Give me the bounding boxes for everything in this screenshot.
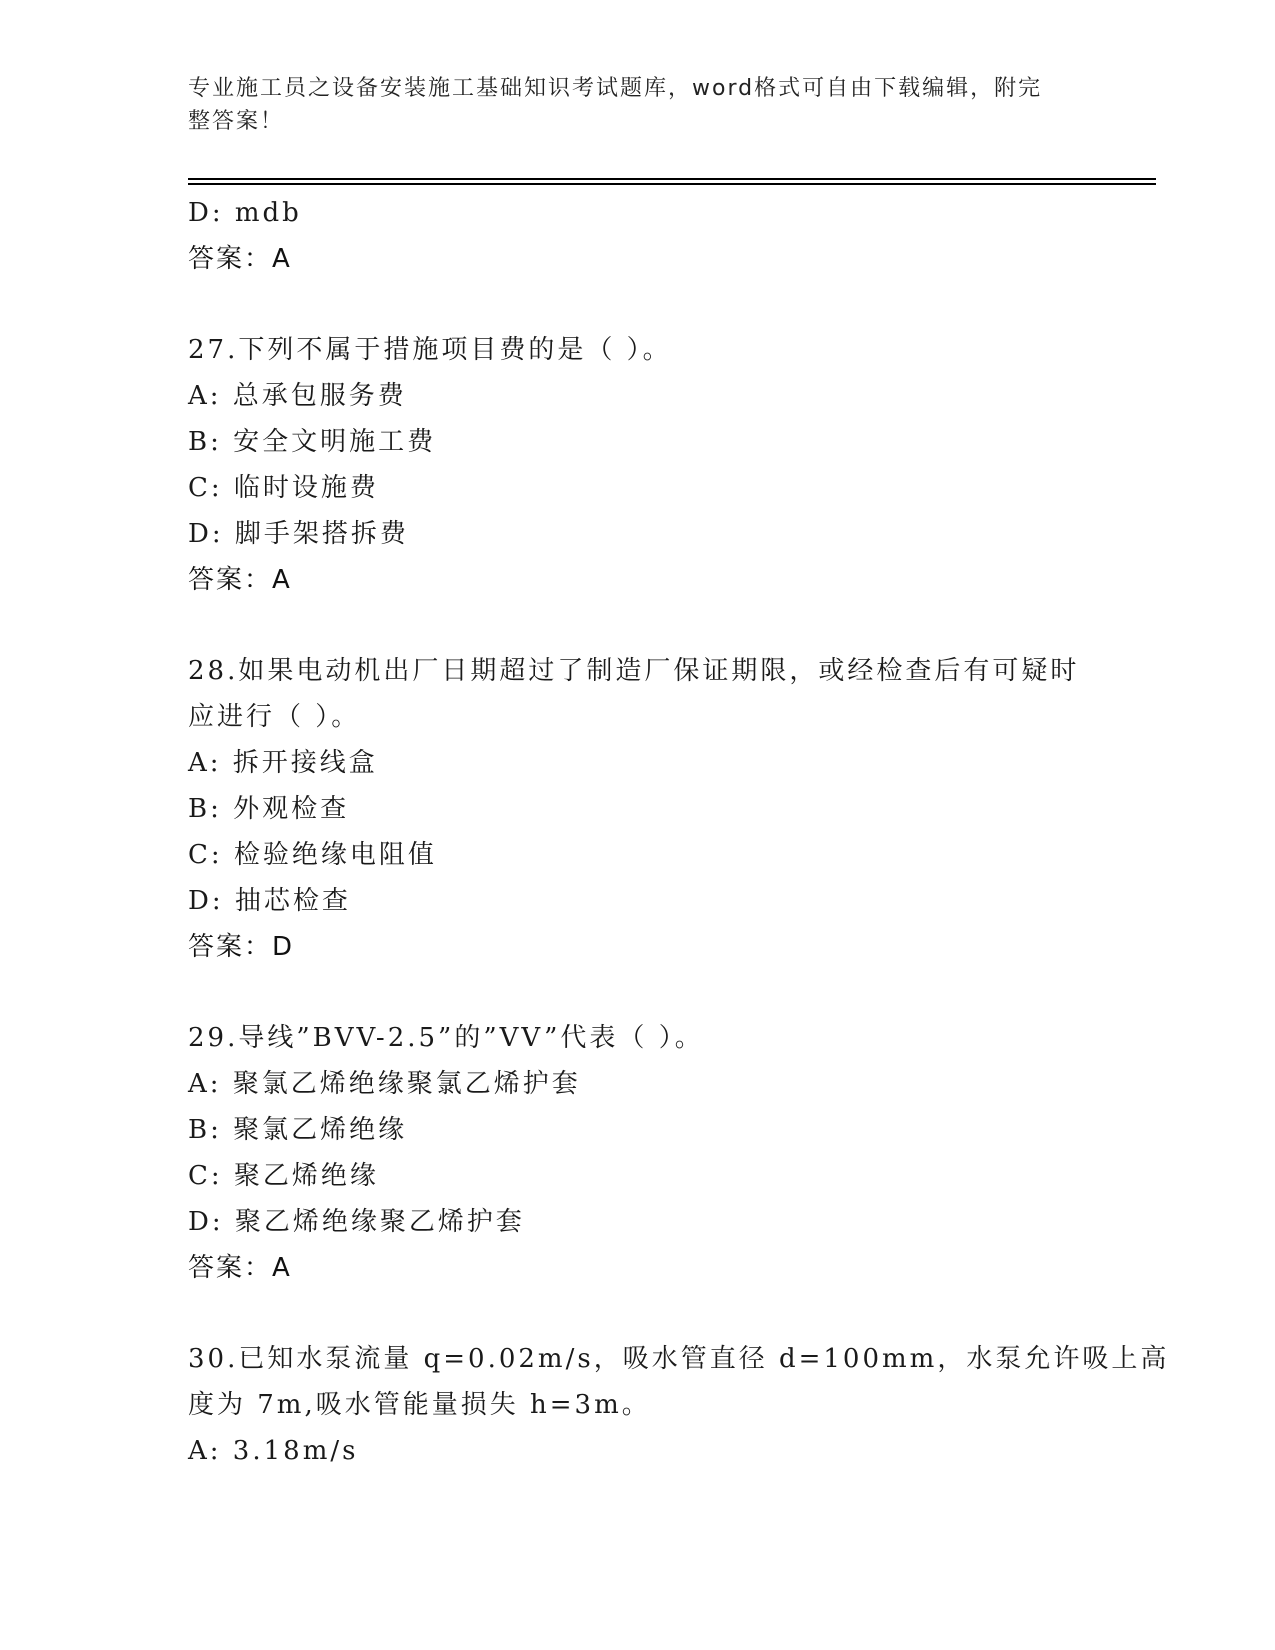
question-27-option-d: D: 脚手架搭拆费 (188, 519, 409, 549)
question-29-option-b: B: 聚氯乙烯绝缘 (188, 1115, 408, 1145)
question-27-option-c: C: 临时设施费 (188, 473, 379, 503)
question-30-stem-line-1: 30.已知水泵流量 q=0.02m/s，吸水管直径 d=100mm，水泵允许吸上高 (188, 1344, 1170, 1374)
question-29-option-d: D: 聚乙烯绝缘聚乙烯护套 (188, 1207, 525, 1237)
question-28-option-c: C: 检验绝缘电阻值 (188, 840, 437, 870)
question-27-answer: 答案：A (188, 565, 292, 595)
question-28 (188, 648, 1088, 970)
question-27-option-b: B: 安全文明施工费 (188, 427, 437, 457)
header-line-1: 专业施工员之设备安装施工基础知识考试题库，word格式可自由下载编辑，附完 (188, 76, 1043, 101)
question-28-option-b: B: 外观检查 (188, 794, 350, 824)
question-30-option-a: A: 3.18m/s (188, 1436, 359, 1466)
question-29-option-c: C: 聚乙烯绝缘 (188, 1161, 379, 1191)
header-divider-top (188, 178, 1156, 180)
question-29-answer: 答案：A (188, 1253, 292, 1283)
question-28-stem-line-2: 应进行（ ）。 (188, 702, 361, 732)
header-line-2: 整答案！ (188, 109, 285, 134)
question-28-option-d: D: 抽芯检查 (188, 886, 351, 916)
question-27-option-a: A: 总承包服务费 (188, 381, 407, 411)
question-28-answer: 答案：D (188, 932, 295, 962)
question-28-option-a: A: 拆开接线盒 (188, 748, 378, 778)
question-28-stem-line-1: 28.如果电动机出厂日期超过了制造厂保证期限，或经检查后有可疑时 (188, 656, 1080, 686)
question-30-stem-line-2: 度为 7m,吸水管能量损失 h=3m。 (188, 1390, 651, 1420)
question-27-stem: 27.下列不属于措施项目费的是（ ）。 (188, 335, 672, 365)
question-29-stem: 29.导线”BVV-2.5”的”VV”代表（ ）。 (188, 1023, 704, 1053)
question-26-option-d: D: mdb (188, 198, 302, 228)
question-29 (188, 1015, 1088, 1291)
question-26-answer: 答案：A (188, 244, 292, 274)
question-29-option-a: A: 聚氯乙烯绝缘聚氯乙烯护套 (188, 1069, 581, 1099)
question-27 (188, 327, 1088, 603)
document-header (188, 72, 1068, 138)
question-30 (188, 1336, 1170, 1474)
header-divider-bottom (188, 183, 1156, 185)
document-body (188, 190, 1170, 1474)
